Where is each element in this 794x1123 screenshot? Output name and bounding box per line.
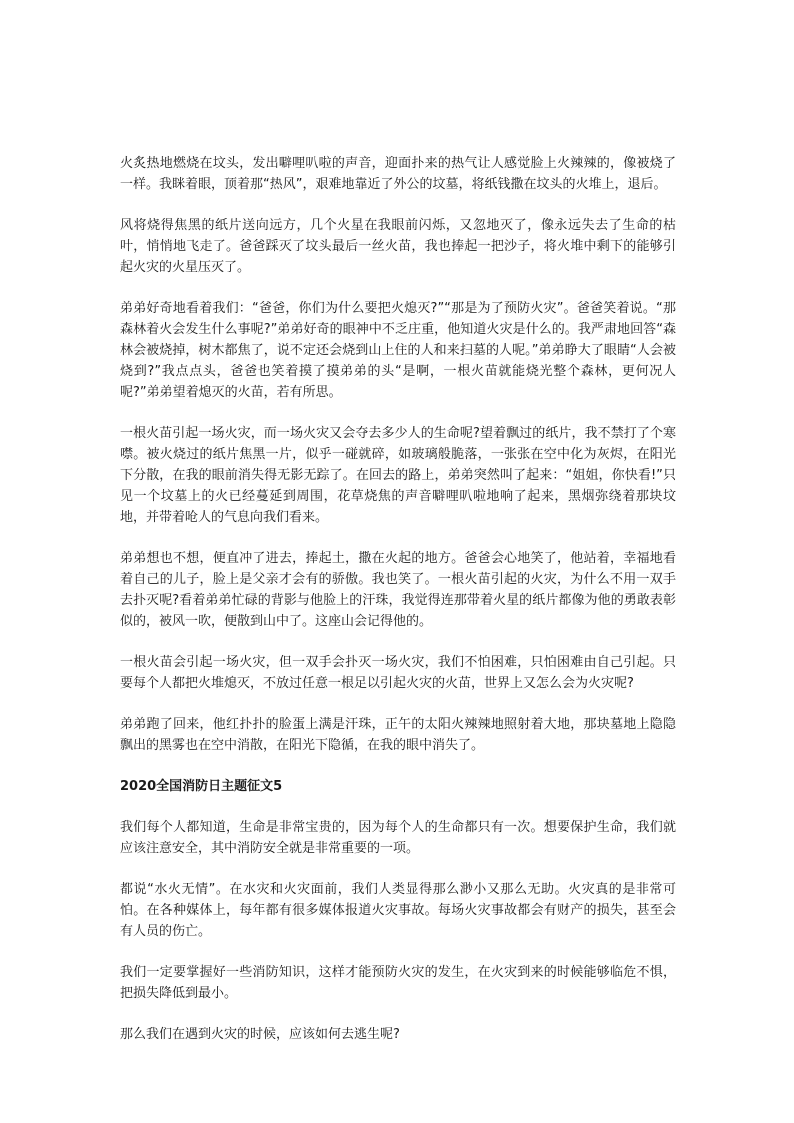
paragraph-5: 弟弟想也不想，便直冲了进去，捧起土，撒在火起的地方。爸爸会心地笑了，他站着，幸福地看着自己的儿子，脸上是父亲才会有的骄傲。我也笑了。一根火苗引起的火灾，为什么不用一双手去扑灭呢?看着弟弟忙碌的背影与他脸上的汗珠，我觉得连那带着火星的纸片都像为他的勇敢表彰似的，被风一吹，便散到山中了。这座山会记得他的。 [120, 551, 676, 629]
paragraph-9: 都说“水火无情”。在水灾和火灾面前，我们人类显得那么渺小又那么无助。火灾真的是非常可怕。在各种媒体上，每年都有很多媒体报道火灾事故。每场火灾事故都会有财产的损失，甚至会有人员的伤亡。 [120, 882, 676, 939]
paragraph-1: 火炙热地燃烧在坟头，发出噼哩叭啦的声音，迎面扑来的热气让人感觉脸上火辣辣的，像被烧了一样。我眯着眼，顶着那“热风”，艰难地靠近了外公的坟墓，将纸钱撒在坟头的火堆上，退后。 [120, 156, 676, 192]
paragraph-11: 那么我们在遇到火灾的时候，应该如何去逃生呢? [120, 1027, 400, 1042]
paragraph-7: 弟弟跑了回来，他红扑扑的脸蛋上满是汗珠，正午的太阳火辣辣地照射着大地，那块墓地上隐隐飘出的黑雾也在空中消散，在阳光下隐循，在我的眼中消失了。 [120, 717, 676, 753]
paragraph-10: 我们一定要掌握好一些消防知识，这样才能预防火灾的发生，在火灾到来的时候能够临危不惧，把损失降低到最小。 [120, 965, 676, 1001]
paragraph-3: 弟弟好奇地看着我们：“爸爸，你们为什么要把火熄灭?”“那是为了预防火灾”。爸爸笑着说。“那森林着火会发生什么事呢?”弟弟好奇的眼神中不乏庄重，他知道火灾是什么的。我严肃地回答“森林会被烧掉，树木都焦了，说不定还会烧到山上住的人和来扫墓的人呢。”弟弟睁大了眼睛“人会被烧到?”我点点头，爸爸也笑着摸了摸弟弟的头“是啊，一根火苗就能烧光整个森林，更何况人呢?”弟弟望着熄灭的火苗，若有所思。 [120, 301, 676, 400]
paragraph-8: 我们每个人都知道，生命是非常宝贵的，因为每个人的生命都只有一次。想要保护生命，我们就应该注意安全，其中消防安全就是非常重要的一项。 [120, 820, 676, 856]
paragraph-6: 一根火苗会引起一场火灾，但一双手会扑灭一场火灾，我们不怕困难，只怕困难由自己引起。只要每个人都把火堆熄灭，不放过任意一根足以引起火灾的火苗，世界上又怎么会为火灾呢? [120, 655, 676, 691]
paragraph-4: 一根火苗引起一场火灾，而一场火灾又会夺去多少人的生命呢?望着飘过的纸片，我不禁打了个寒噤。被火烧过的纸片焦黑一片，似乎一碰就碎，如玻璃般脆落，一张张在空中化为灰烬，在阳光下分散，在我的眼前消失得无影无踪了。在回去的路上，弟弟突然叫了起来：“姐姐，你快看!”只见一个坟墓上的火已经蔓延到周围，花草烧焦的声音噼哩叭啦地响了起来，黑烟弥绕着那块坟地，并带着呛人的气息向我们看来。 [120, 426, 676, 525]
paragraph-2: 风将烧得焦黑的纸片送向远方，几个火星在我眼前闪烁，又忽地灭了，像永远失去了生命的枯叶，悄悄地飞走了。爸爸踩灭了坟头最后一丝火苗，我也捧起一把沙子，将火堆中剩下的能够引起火灾的火星压灭了。 [120, 218, 676, 275]
document-page [120, 153, 676, 1065]
section-heading: 2020全国消防日主题征文5 [120, 779, 283, 794]
